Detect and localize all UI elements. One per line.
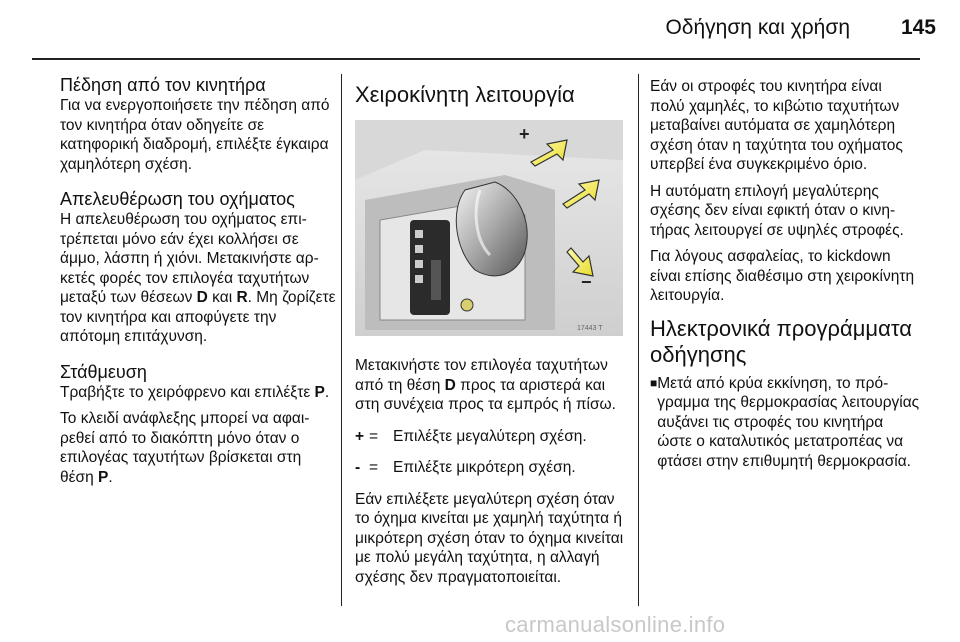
- section-heading: Στάθμευση: [60, 361, 147, 382]
- section-heading: Πέδηση από τον κινητήρα: [60, 75, 266, 95]
- column-left: [60, 74, 338, 501]
- paragraph: Η αυτόματη επιλογή μεγαλύτερης σχέσης δεν είναι εφικτή όταν ο κινητήρας λειτουργεί σε υψηλές στροφές.: [650, 182, 904, 239]
- column-divider-2: [638, 74, 639, 606]
- paragraph: Η απελευθέρωση του οχήματος επιτρέπεται μόνο εάν έχει κολλήσει σε άμμο, λάσπη ή χιόνι. Μετακινήστε αρκετές φορές τον επιλογέα ταχυτήτων μεταξύ των θέσεων D και R. Μη ζορίζετε τον κινητήρα και αποφύγετε την απότομη επιτάχυνση.: [60, 211, 336, 345]
- column-right: [650, 77, 920, 471]
- paragraph: Εάν οι στροφές του κινητήρα είναι πολύ χαμηλές, το κιβώτιο ταχυτήτων μεταβαίνει αυτόματα σε χαμηλότερη σχέση όταν η ταχύτητα του οχήματος υπερβεί ένα συγκεκριμένο όριο.: [650, 78, 903, 173]
- paragraph: Για να ενεργοποιήσετε την πέδηση από τον κινητήρα όταν οδηγείτε σε κατηφορική διαδρομή, επιλέξτε έγκαιρα χαμηλότερη σχέση.: [60, 97, 330, 173]
- column-middle: [355, 82, 625, 594]
- paragraph: Τραβήξτε το χειρόφρενο και επιλέξτε P.: [60, 383, 330, 401]
- watermark: carmanualsonline.info: [505, 612, 726, 637]
- page-title: Οδήγηση και χρήση: [665, 16, 850, 39]
- svg-text:17443 T: 17443 T: [577, 325, 603, 332]
- plus-symbol: +: [355, 427, 365, 445]
- paragraph: Το κλειδί ανάφλεξης μπορεί να αφαιρεθεί από το διακόπτη μόνο όταν ο επιλογέας ταχυτήτων βρίσκεται στη θέση P.: [60, 410, 310, 486]
- definition-plus: [355, 427, 625, 447]
- minus-symbol: -: [355, 459, 361, 476]
- paragraph: Για λόγους ασφαλείας, το kickdown είναι επίσης διαθέσιμο στη χειροκίνητη λειτουργία.: [650, 248, 915, 304]
- svg-text:−: −: [581, 272, 592, 292]
- list-item-text: Μετά από κρύα εκκίνηση, το πρόγραμμα της θερμοκρασίας λειτουργίας αυξάνει τις στροφές του κινητήρα ώστε ο καταλυτικός μετατροπέας να φτάσει στην επιθυμητή θερμοκρασία.: [657, 374, 920, 470]
- square-bullet-icon: ■: [650, 375, 658, 390]
- svg-text:+: +: [519, 124, 530, 144]
- paragraph: Εάν επιλέξετε μεγαλύτερη σχέση όταν το όχημα κινείται με χαμηλή ταχύτητα ή μικρότερη σχέση όταν το όχημα κινείται με πολύ μεγάλη ταχύτητα, η αλλαγή σχέσης δεν πραγματοποιείται.: [355, 490, 624, 586]
- definition-text: Επιλέξτε μικρότερη σχέση.: [393, 459, 576, 476]
- section-engine-braking: [60, 74, 338, 174]
- section-parking: [60, 361, 338, 488]
- list-item: [650, 374, 920, 472]
- header-divider: [32, 58, 920, 60]
- column-divider-1: [341, 74, 342, 606]
- paragraph: Μετακινήστε τον επιλογέα ταχυτήτων από τη θέση D προς τα αριστερά και στη συνέχεια προς τα εμπρός ή πίσω.: [355, 357, 616, 413]
- section-vehicle-release: [60, 188, 338, 347]
- equals-sign: =: [369, 427, 379, 445]
- section-heading-manual-mode: Χειροκίνητη λειτουργία: [355, 82, 575, 107]
- section-heading: Απελευθέρωση του οχήματος: [60, 189, 295, 209]
- definition-text: Επιλέξτε μεγαλύτερη σχέση.: [393, 427, 587, 445]
- definition-minus: [355, 458, 625, 478]
- equals-sign: =: [369, 459, 379, 476]
- section-heading-driving-programs: Ηλεκτρονικά προγράμματα οδήγησης: [650, 315, 912, 367]
- page-header: [20, 0, 938, 52]
- gear-selector-illustration: [355, 120, 623, 336]
- page-number: 145: [900, 16, 936, 39]
